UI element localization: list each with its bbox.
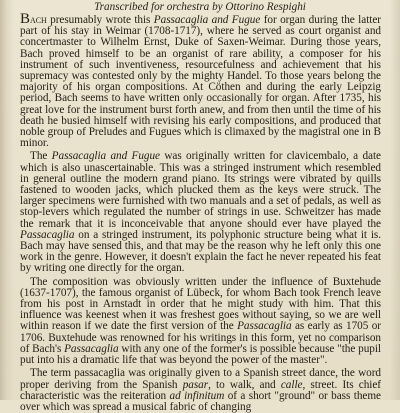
paragraph-2: The Passacaglia and Fugue was originally written for clavicembalo, a date which is also unascertainable. This was a stringed instrument which resembled in general outline the modern grand piano. Its strings were vibrated by quills fastened to wooden jacks, which plucked them as the keys were struck. The larger specimens were furnished with two manuals and a set of pedals, as well as stop-levers which regulated the number of strings in use. Schweitzer has made the remark that it is inconceivable that anyone should ever have played the Passacaglia on a stringed instrument, its polyphonic structure being what it is. Bach may have sensed this, and that may be the reason why he left only this one work in the genre. However, it doesn't explain the fact he never repeated his feat by writing one directly for the organ. [20,150,381,275]
paragraph-3: The composition was obviously written under the influence of Buxtehude (1637-1707), the famous organist of Lübeck, for whom Bach took French leave from his post in Arnstadt in order that he might study with him. That this influence was keenest when it was freshest goes without saying, so we are well within reason if we date the first version of the Passacaglia as early as 1705 or 1706. Buxtehude was renowned for his writings in this form, yet no comparison of Bach's Passacaglia with any one of the former's is possible because "the pupil put into his a dramatic life that was beyond the power of the master". [20,275,381,367]
article-body [20,11,381,413]
page-title: Transcribed for orchestra by Ottorino Respighi [94,1,306,13]
drop-cap: B [20,11,30,27]
page-edge-shadow [390,0,400,400]
paragraph-1: Bach presumably wrote this Passacaglia and Fugue for organ during the latter part of his stay in Weimar (1708-1717), where he served as court organist and concertmaster to Wilhelm Ernst, Duke of Saxen-Weimar. During those years, Bach proved himself to be an organist of rare ability, a composer for his instrument of such inventiveness, resourcefulness and achievement that his supremacy was contested only by the mighty Handel. To those years belong the majority of his organ compositions. At Cöthen and during the early Leipzig period, Bach seems to have written only occasionally for organ. After 1735, his great love for the instrument burst forth anew, and from then until the time of his death he busied himself with revising his early compositions, and produced that noble group of Preludes and Fugues which is climaxed by the magistral one in B minor. [20,11,381,150]
small-caps-text: ach [29,14,47,26]
paragraph-4: The term passacaglia was originally given to a Spanish street dance, the word proper deriving from the Spanish pasar, to walk, and calle, street. Its chief characteristic was the reiteration ad infinitum of a short "ground" or bass theme over which was spread a musical fabric of changing [20,367,381,413]
page-gutter-shadow [0,0,14,400]
